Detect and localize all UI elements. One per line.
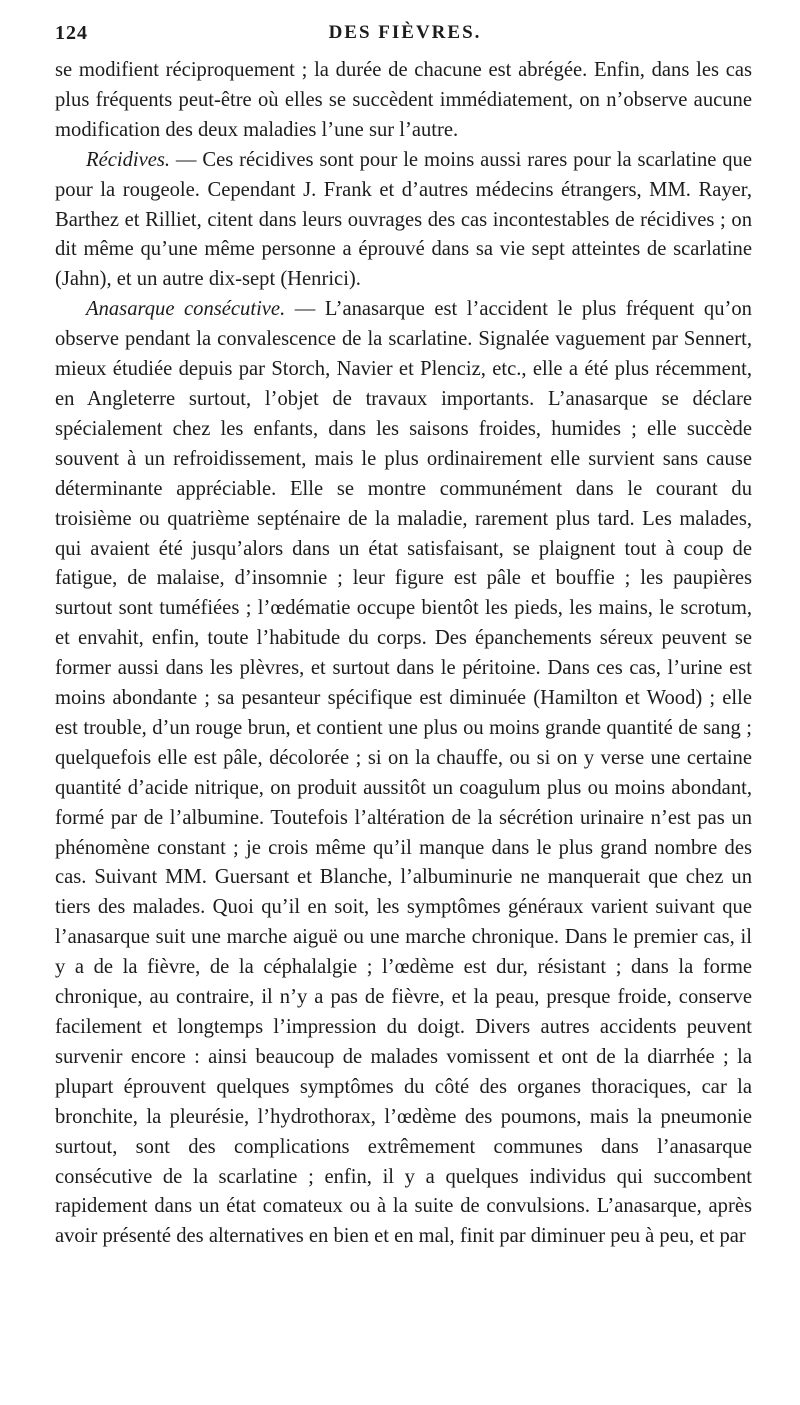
paragraph-text: — L’anasarque est l’accident le plus fréquent qu’on observe pendant la convalescence de la scarlatine. Signalée vaguement par Sennert, mieux étudiée depuis par Storch, Navier et Plenciz, etc., elle a été plus récemment, en Angleterre surtout, l’objet de travaux importants. L’anasarque se déclare spécialement chez les enfants, dans les saisons froides, humides ; elle succède souvent à un refroidissement, mais le plus ordinairement elle survient sans cause déterminante appréciable. Elle se montre communément dans le courant du troisième ou quatrième septénaire de la maladie, rarement plus tard. Les malades, qui avaient été jusqu’alors dans un état satisfaisant, se plaignent tout à coup de fatigue, de malaise, d’insomnie ; leur figure est pâle et bouffie ; les paupières surtout sont tuméfiées ; l’œdématie occupe bientôt les pieds, les mains, le scrotum, et envahit, enfin, toute l’habitude du corps. Des épanchements séreux peuvent se former aussi dans les plèvres, et surtout dans le péritoine. Dans ces cas, l’urine est moins abondante ; sa pesanteur spécifique est diminuée (Hamilton et Wood) ; elle est trouble, d’un rouge brun, et contient une plus ou moins grande quantité de sang ; quelquefois elle est pâle, décolorée ; si on la chauffe, ou si on y verse une certaine quantité d’acide nitrique, on produit aussitôt un coagulum plus ou moins abondant, formé par de l’albumine. Toutefois l’altération de la sécrétion urinaire n’est pas un phénomène constant ; je crois même qu’il manque dans le plus grand nombre des cas. Suivant MM. Guersant et Blanche, l’albuminurie ne manquerait que chez un tiers des malades. Quoi qu’il en soit, les symptômes généraux varient suivant que l’anasarque suit une marche aiguë ou une marche chronique. Dans le premier cas, il y a de la fièvre, de la céphalalgie ; l’œdème est dur, résistant ; dans la forme chronique, au contraire, il n’y a pas de fièvre, et la peau, presque froide, conserve facilement et longtemps l’impression du doigt. Divers autres accidents peuvent survenir encore : ainsi beaucoup de malades vomissent et ont de la diarrhée ; la plupart éprouvent quelques symptômes du côté des organes thoraciques, car la bronchite, la pleurésie, l’hydrothorax, l’œdème des poumons, mais la pneumonie surtout, sont des complications extrêmement communes dans l’anasarque consécutive de la scarlatine ; enfin, il y a quelques individus qui succombent rapidement dans un état comateux ou à la suite de convulsions. L’anasarque, après avoir présenté des alternatives en bien et en mal, finit par diminuer peu à peu, et par <box>55 298 752 1248</box>
paragraph-continuation <box>55 56 752 146</box>
page-header <box>55 18 755 52</box>
section-lead: Récidives. <box>86 148 171 171</box>
page-number: 124 <box>55 22 88 44</box>
paragraph-anasarque <box>55 295 752 1252</box>
paragraph-text: se modifient réciproquement ; la durée de chacune est abrégée. Enfin, dans les cas plus fréquents peut-être où elles se succèdent immédiatement, on n’observe aucune modification des deux maladies l’une sur l’autre. <box>55 59 752 141</box>
paragraph-text: — Ces récidives sont pour le moins aussi rares pour la scarlatine que pour la rougeole. Cependant J. Frank et d’autres médecins étrangers, MM. Rayer, Barthez et Rilliet, citent dans leurs ouvrages des cas incontestables de récidives ; on dit même qu’une même personne a éprouvé dans sa vie sept atteintes de scarlatine (Jahn), et un autre dix-sept (Henrici). <box>55 148 752 291</box>
paragraph-recidives <box>55 146 752 296</box>
body-text <box>55 56 752 1252</box>
running-title: DES FIÈVRES. <box>328 22 482 43</box>
section-lead: Anasarque consécutive. <box>86 298 286 321</box>
